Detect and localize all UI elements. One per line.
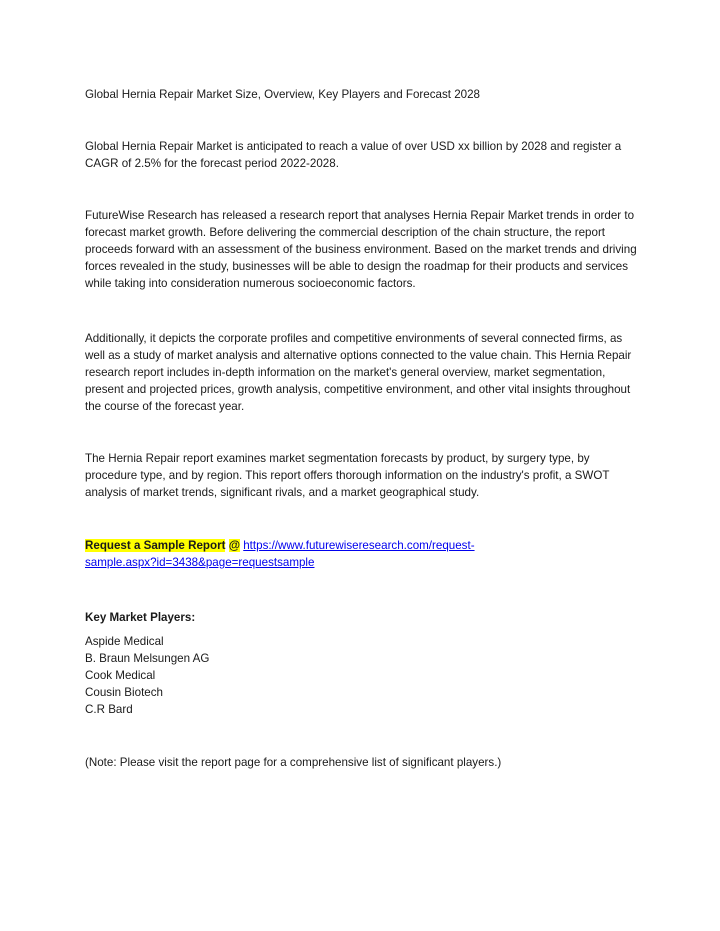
paragraph-market-value: Global Hernia Repair Market is anticipated to reach a value of over USD xx billion by 2028 and register a CAGR of 2.5% for the forecast period 2022-2028. (85, 140, 622, 170)
sample-request-line (85, 537, 641, 571)
sample-request-link-line-1[interactable]: https://www.futurewiseresearch.com/request- (243, 539, 475, 552)
sample-request-at: @ (228, 539, 240, 552)
list-item: C.R Bard (85, 703, 133, 716)
list-item: Cook Medical (85, 669, 156, 682)
sample-request-label: Request a Sample Report (85, 539, 226, 552)
paragraph-segmentation: The Hernia Repair report examines market segmentation forecasts by product, by surgery type, by procedure type, and by region. This report offers thorough information on the industry's profit, a SWOT analysis of market trends, significant rivals, and a market geographical study. (85, 452, 610, 499)
list-item: Aspide Medical (85, 635, 164, 648)
document-title: Global Hernia Repair Market Size, Overview, Key Players and Forecast 2028 (85, 88, 481, 101)
list-item: B. Braun Melsungen AG (85, 652, 210, 665)
paragraph-corporate-profiles: Additionally, it depicts the corporate profiles and competitive environments of several connected firms, as well as a study of market analysis and alternative options connected to the value chain. This Hernia Repair research report includes in-depth information on the market's general overview, market segmentation, present and projected prices, growth analysis, competitive environment, and other vital insights throughout the course of the forecast year. (85, 332, 632, 413)
paragraph-report-overview: FutureWise Research has released a research report that analyses Hernia Repair Market trends in order to forecast market growth. Before delivering the commercial description of the chain structure, the report proceeds forward with an assessment of the business environment. Based on the market trends and driving forces revealed in the study, businesses will be able to design the roadmap for their products and services while taking into consideration numerous socioeconomic factors. (85, 209, 637, 290)
sample-request-link-line-2[interactable]: sample.aspx?id=3438&page=requestsample (85, 556, 315, 569)
key-players-heading (85, 609, 641, 626)
key-players-list (85, 633, 641, 718)
note-text: (Note: Please visit the report page for a comprehensive list of significant players.) (85, 756, 502, 769)
list-item: Cousin Biotech (85, 686, 163, 699)
key-players-heading-text: Key Market Players: (85, 611, 196, 624)
